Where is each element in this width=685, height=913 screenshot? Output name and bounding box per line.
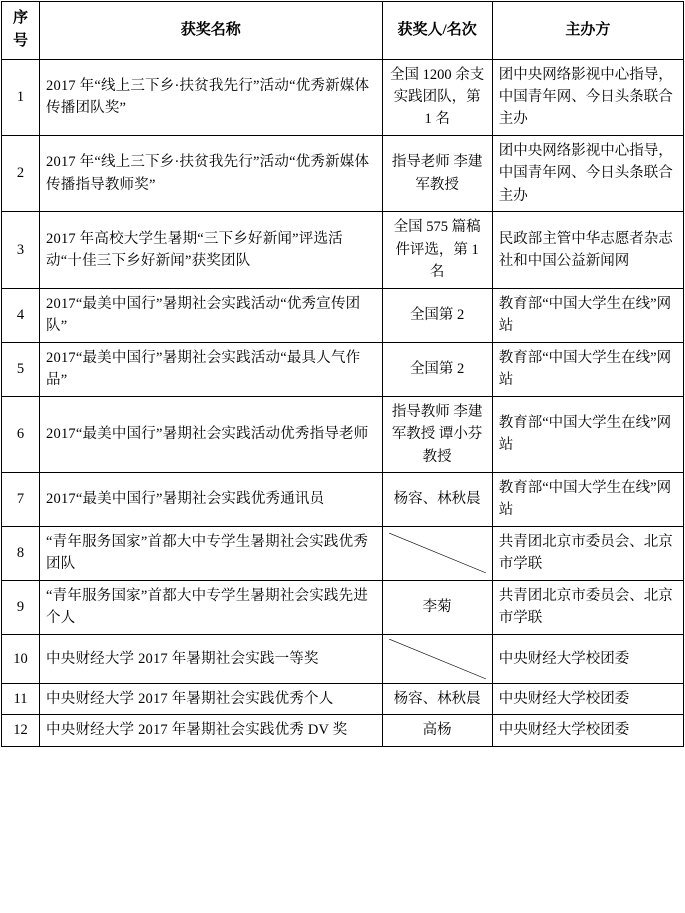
cell-index: 7 [2,473,40,527]
table-row [2,580,684,634]
cell-recipient: 全国 1200 余支实践团队，第 1 名 [382,59,492,135]
table-body [2,59,684,746]
cell-organizer: 团中央网络影视中心指导，中国青年网、今日头条联合主办 [492,59,683,135]
cell-recipient: 全国第 2 [382,342,492,396]
cell-index: 5 [2,342,40,396]
column-header-organizer: 主办方 [492,2,683,60]
cell-recipient: 杨容、林秋晨 [382,473,492,527]
cell-index: 10 [2,634,40,683]
cell-award-name: 2017“最美中国行”暑期社会实践优秀通讯员 [40,473,383,527]
cell-organizer: 共青团北京市委员会、北京市学联 [492,580,683,634]
cell-index: 9 [2,580,40,634]
cell-index: 4 [2,288,40,342]
table-row [2,473,684,527]
cell-organizer: 中央财经大学校团委 [492,683,683,714]
cell-award-name: “青年服务国家”首都大中专学生暑期社会实践优秀团队 [40,526,383,580]
cell-organizer: 中央财经大学校团委 [492,715,683,746]
cell-organizer: 教育部“中国大学生在线”网站 [492,342,683,396]
cell-index: 2 [2,135,40,211]
table-row [2,634,684,683]
column-header-recipient: 获奖人/名次 [382,2,492,60]
cell-award-name: 中央财经大学 2017 年暑期社会实践优秀个人 [40,683,383,714]
cell-award-name: 中央财经大学 2017 年暑期社会实践一等奖 [40,634,383,683]
cell-organizer: 教育部“中国大学生在线”网站 [492,288,683,342]
table-row [2,59,684,135]
cell-award-name: 2017 年“线上三下乡·扶贫我先行”活动“优秀新媒体传播指导教师奖” [40,135,383,211]
cell-award-name: 2017“最美中国行”暑期社会实践活动优秀指导老师 [40,396,383,472]
cell-award-name: 2017 年高校大学生暑期“三下乡好新闻”评选活动“十佳三下乡好新闻”获奖团队 [40,212,383,288]
cell-index: 3 [2,212,40,288]
cell-recipient-empty [382,526,492,580]
award-table [1,1,684,747]
cell-organizer: 团中央网络影视中心指导，中国青年网、今日头条联合主办 [492,135,683,211]
cell-recipient: 全国第 2 [382,288,492,342]
cell-award-name: 2017“最美中国行”暑期社会实践活动“优秀宣传团队” [40,288,383,342]
table-row [2,288,684,342]
column-header-award-name: 获奖名称 [40,2,383,60]
table-header-row [2,2,684,60]
table-row [2,135,684,211]
cell-organizer: 共青团北京市委员会、北京市学联 [492,526,683,580]
table-row [2,342,684,396]
cell-recipient: 杨容、林秋晨 [382,683,492,714]
cell-recipient: 全国 575 篇稿件评选，第 1 名 [382,212,492,288]
cell-index: 1 [2,59,40,135]
cell-organizer: 教育部“中国大学生在线”网站 [492,396,683,472]
diagonal-strike [389,533,486,573]
cell-recipient: 高杨 [382,715,492,746]
cell-index: 11 [2,683,40,714]
cell-index: 8 [2,526,40,580]
table-header [2,2,684,60]
cell-recipient: 指导教师 李建军教授 谭小芬教授 [382,396,492,472]
cell-recipient-empty [382,634,492,683]
cell-award-name: 中央财经大学 2017 年暑期社会实践优秀 DV 奖 [40,715,383,746]
cell-recipient: 李菊 [382,580,492,634]
cell-award-name: 2017“最美中国行”暑期社会实践活动“最具人气作品” [40,342,383,396]
cell-index: 6 [2,396,40,472]
cell-index: 12 [2,715,40,746]
cell-recipient: 指导老师 李建军教授 [382,135,492,211]
table-row [2,526,684,580]
cell-organizer: 教育部“中国大学生在线”网站 [492,473,683,527]
table-row [2,212,684,288]
cell-award-name: “青年服务国家”首都大中专学生暑期社会实践先进个人 [40,580,383,634]
table-row [2,396,684,472]
diagonal-strike [389,639,486,679]
table-row [2,715,684,746]
cell-organizer: 中央财经大学校团委 [492,634,683,683]
column-header-index: 序号 [2,2,40,60]
table-row [2,683,684,714]
cell-organizer: 民政部主管中华志愿者杂志社和中国公益新闻网 [492,212,683,288]
cell-award-name: 2017 年“线上三下乡·扶贫我先行”活动“优秀新媒体传播团队奖” [40,59,383,135]
